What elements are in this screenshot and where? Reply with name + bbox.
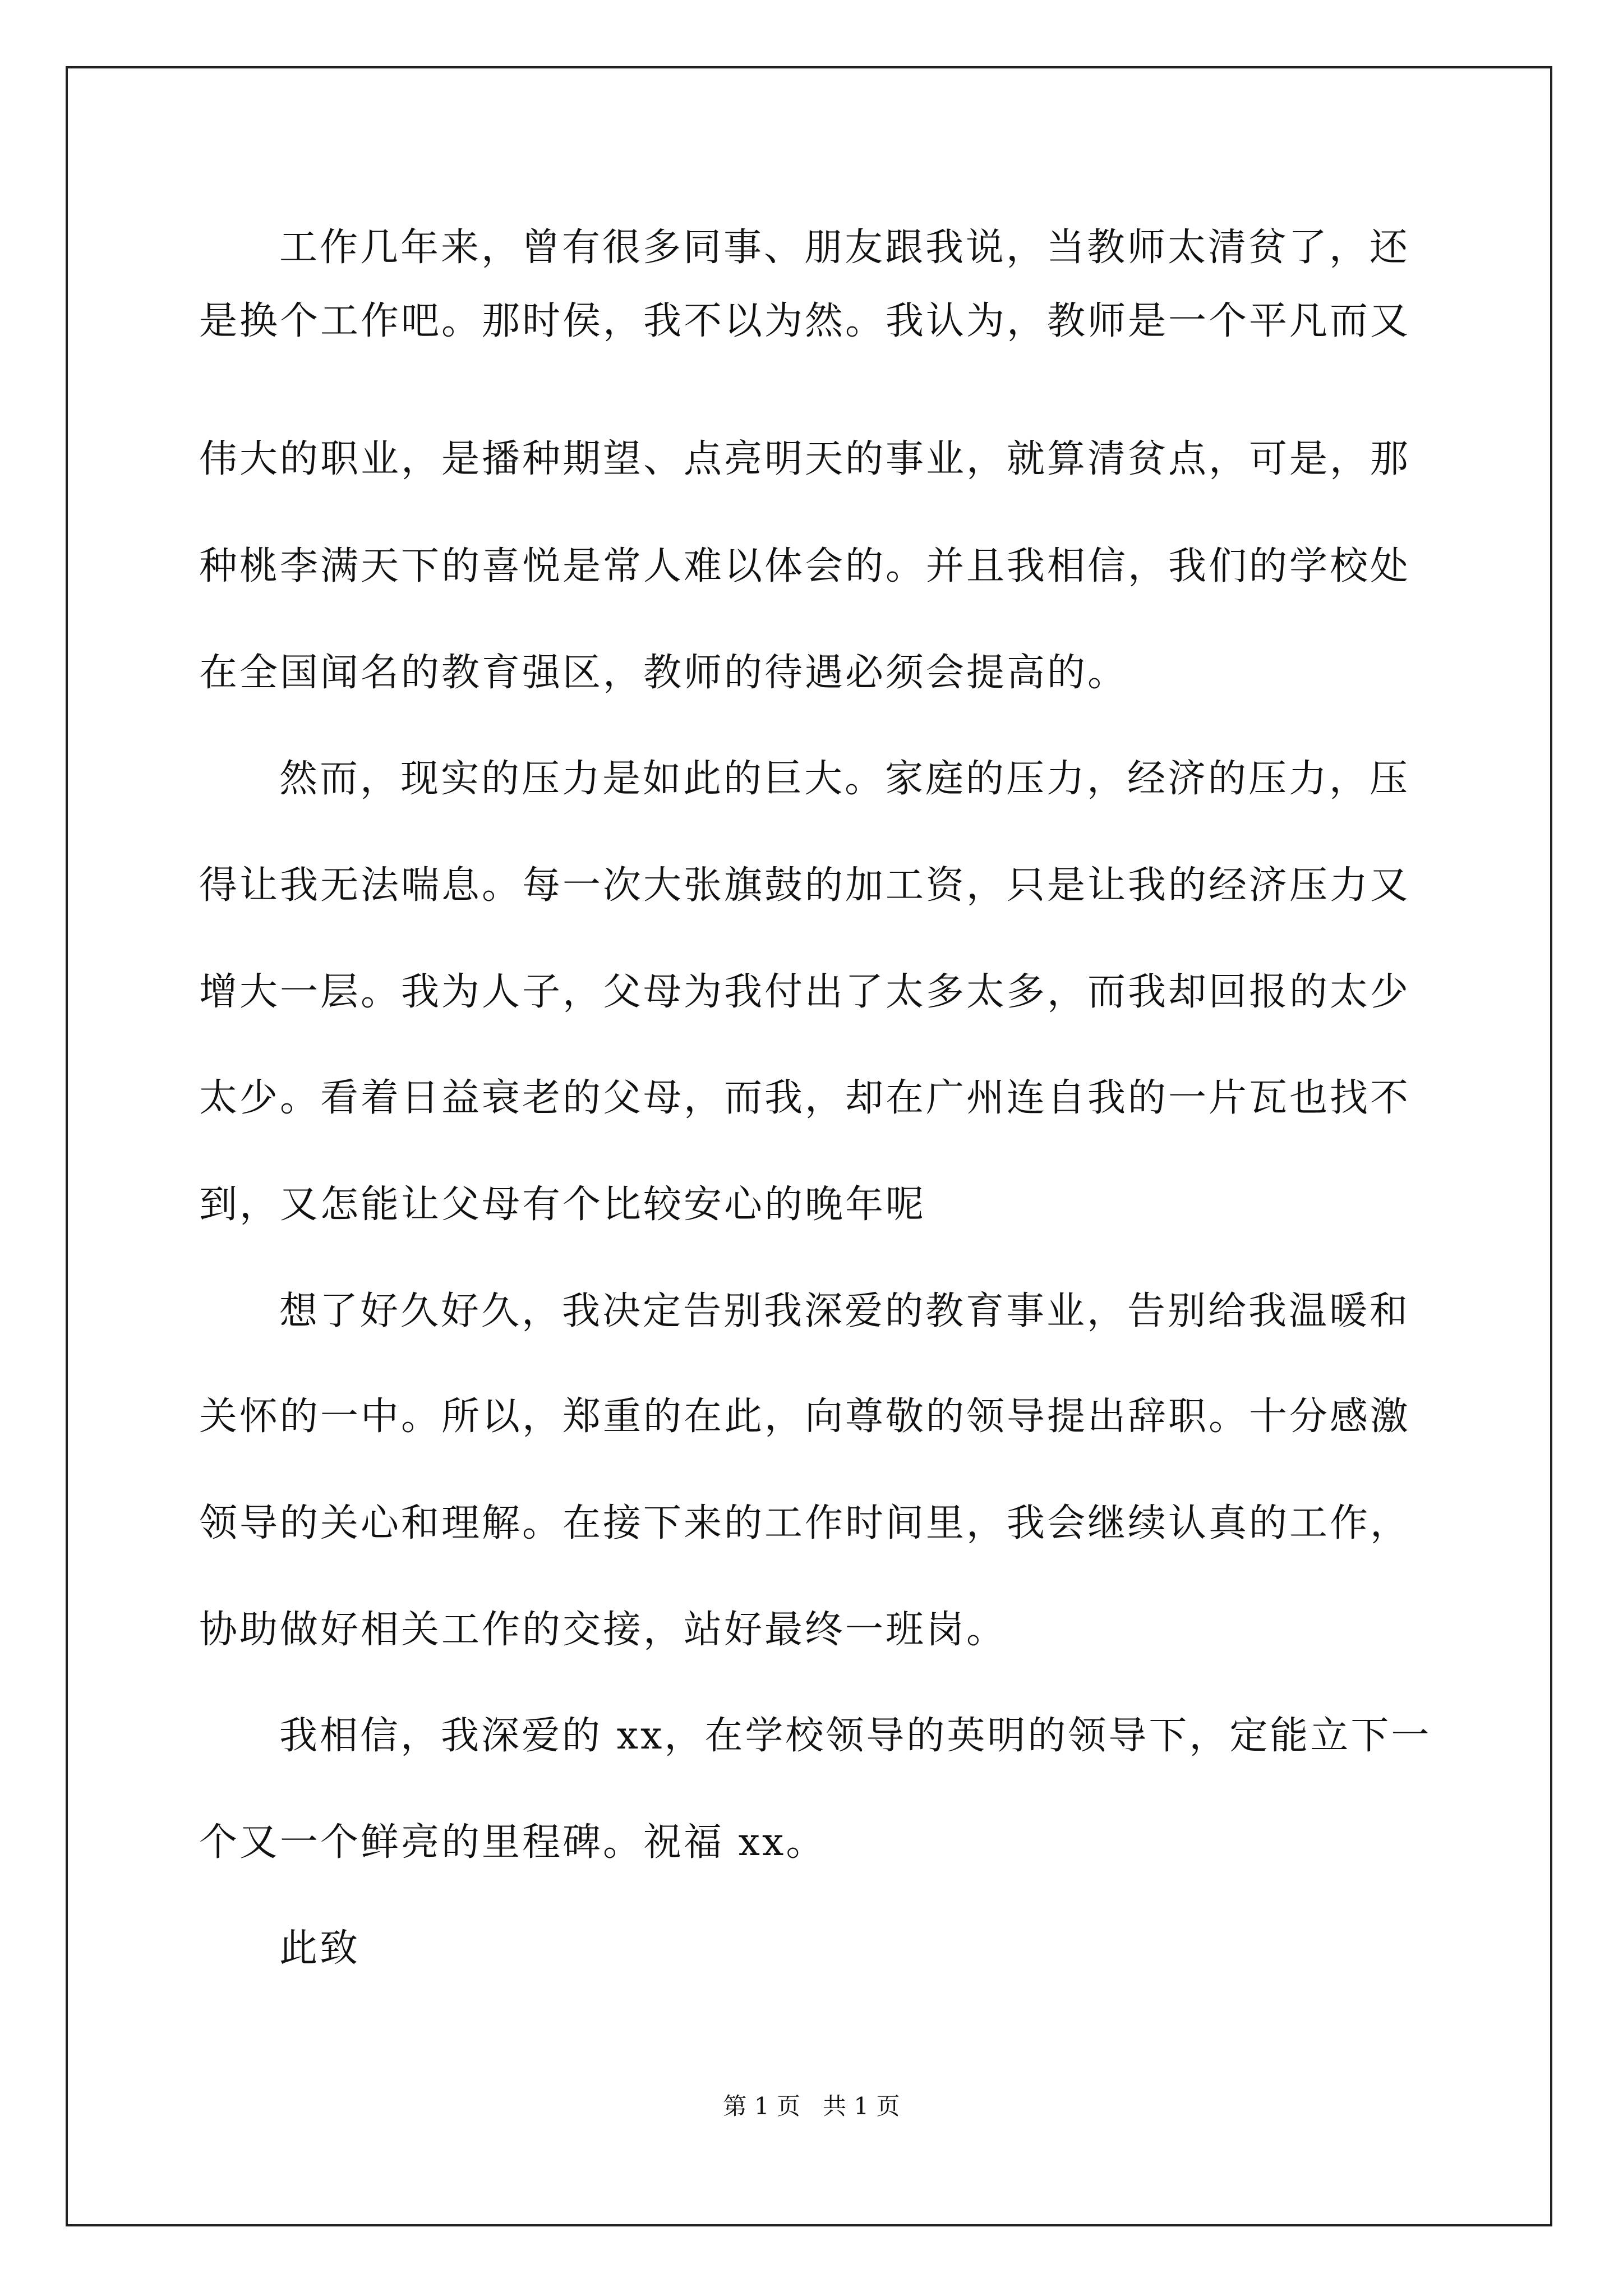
paragraph-3-line-2: 关怀的一中。所以，郑重的在此，向尊敬的领导提出辞职。十分感激 bbox=[199, 1395, 1411, 1439]
page-border bbox=[66, 66, 1552, 2226]
paragraph-1-line-5: 在全国闻名的教育强区，教师的待遇必须会提高的。 bbox=[199, 651, 1128, 695]
paragraph-2-line-5: 到，又怎能让父母有个比较安心的晚年呢 bbox=[199, 1182, 926, 1227]
paragraph-2-line-3: 增大一层。我为人子，父母为我付出了太多太多，而我却回报的太少 bbox=[199, 970, 1411, 1014]
paragraph-2-line-2: 得让我无法喘息。每一次大张旗鼓的加工资，只是让我的经济压力又 bbox=[199, 863, 1411, 908]
paragraph-3-line-4: 协助做好相关工作的交接，站好最终一班岗。 bbox=[199, 1608, 1007, 1652]
paragraph-4-line-2: 个又一个鲜亮的里程碑。祝福 xx。 bbox=[199, 1820, 827, 1865]
paragraph-2-line-1: 然而，现实的压力是如此的巨大。家庭的压力，经济的压力，压 bbox=[279, 757, 1410, 801]
page-number-footer: 第 1 页 共 1 页 bbox=[723, 2092, 900, 2120]
paragraph-3-line-1: 想了好久好久，我决定告别我深爱的教育事业，告别给我温暖和 bbox=[279, 1289, 1410, 1333]
paragraph-1-line-3: 伟大的职业，是播种期望、点亮明天的事业，就算清贫点，可是，那 bbox=[199, 437, 1411, 481]
closing-salutation: 此致 bbox=[279, 1926, 361, 1971]
paragraph-4-line-1: 我相信，我深爱的 xx，在学校领导的英明的领导下，定能立下一 bbox=[279, 1714, 1432, 1758]
paragraph-1-line-1: 工作几年来，曾有很多同事、朋友跟我说，当教师太清贫了，还 bbox=[279, 226, 1410, 270]
paragraph-3-line-3: 领导的关心和理解。在接下来的工作时间里，我会继续认真的工作， bbox=[199, 1501, 1411, 1545]
paragraph-1-line-4: 种桃李满天下的喜悦是常人难以体会的。并且我相信，我们的学校处 bbox=[199, 544, 1411, 588]
paragraph-1-line-2: 是换个工作吧。那时侯，我不以为然。我认为，教师是一个平凡而又 bbox=[199, 299, 1411, 343]
paragraph-2-line-4: 太少。看着日益衰老的父母，而我，却在广州连自我的一片瓦也找不 bbox=[199, 1076, 1411, 1120]
